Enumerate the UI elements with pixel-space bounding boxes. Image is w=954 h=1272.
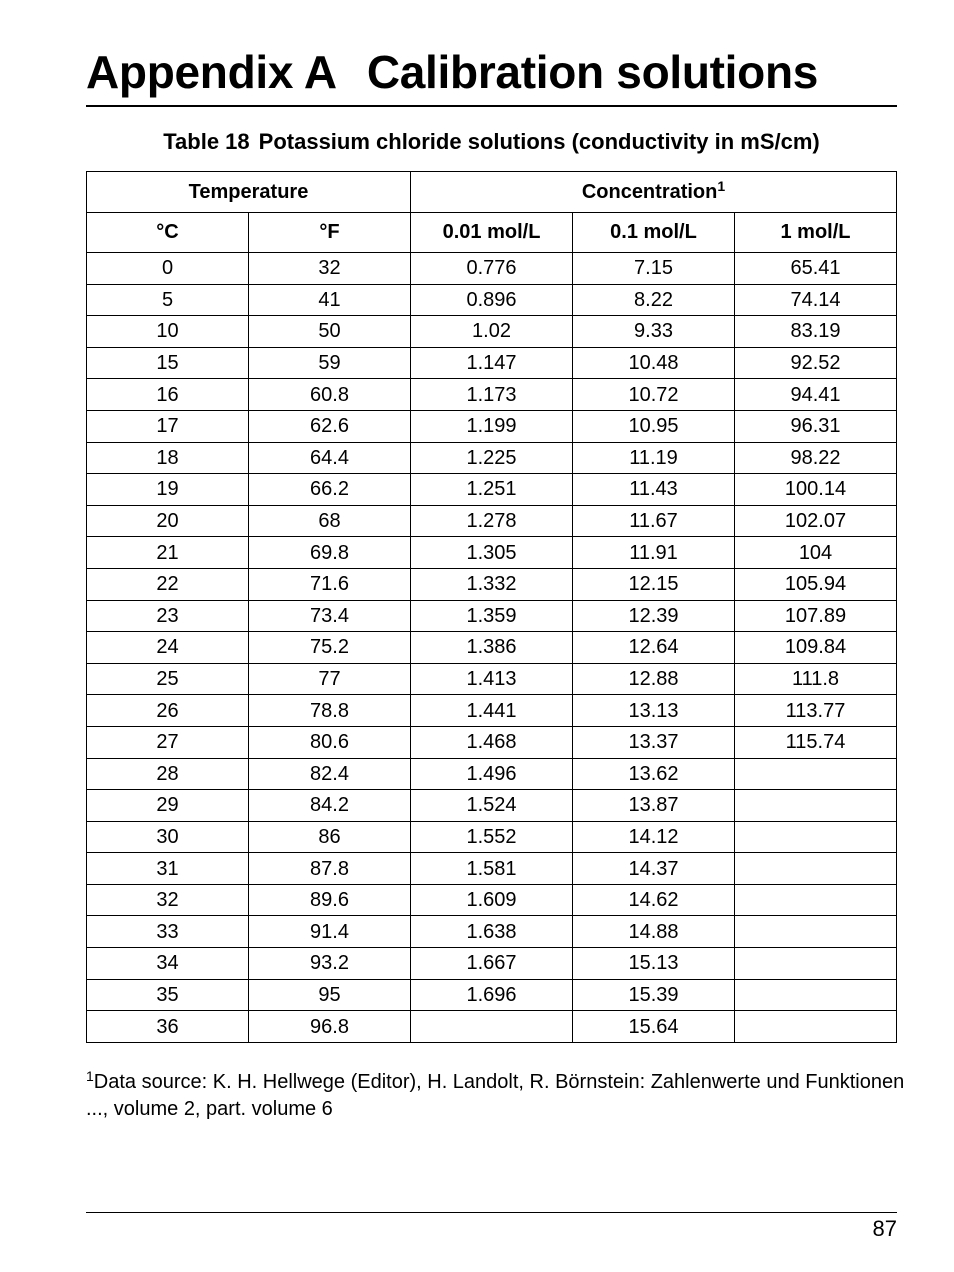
table-row <box>87 505 897 537</box>
conductivity-1-mol-cell: 113.77 <box>735 695 897 727</box>
conductivity-0-01-mol-cell: 1.441 <box>411 695 573 727</box>
conductivity-0-01-mol-cell: 1.638 <box>411 916 573 948</box>
celsius-cell: 32 <box>87 884 249 916</box>
fahrenheit-cell: 71.6 <box>249 568 411 600</box>
table-row <box>87 253 897 285</box>
conductivity-0-1-mol-cell: 14.88 <box>573 916 735 948</box>
fahrenheit-cell: 68 <box>249 505 411 537</box>
fahrenheit-cell: 87.8 <box>249 853 411 885</box>
celsius-cell: 15 <box>87 347 249 379</box>
celsius-cell: 18 <box>87 442 249 474</box>
celsius-cell: 10 <box>87 316 249 348</box>
column-header-1-mol: 1 mol/L <box>735 213 897 253</box>
celsius-cell: 27 <box>87 726 249 758</box>
table-row <box>87 442 897 474</box>
conductivity-1-mol-cell: 83.19 <box>735 316 897 348</box>
conductivity-1-mol-cell: 109.84 <box>735 632 897 664</box>
conductivity-0-01-mol-cell: 1.278 <box>411 505 573 537</box>
conductivity-0-1-mol-cell: 10.72 <box>573 379 735 411</box>
table-row <box>87 979 897 1011</box>
footnote-mark: 1 <box>86 1068 94 1084</box>
celsius-cell: 30 <box>87 821 249 853</box>
celsius-cell: 35 <box>87 979 249 1011</box>
conductivity-1-mol-cell: 107.89 <box>735 600 897 632</box>
conductivity-0-01-mol-cell: 1.696 <box>411 979 573 1011</box>
celsius-cell: 16 <box>87 379 249 411</box>
celsius-cell: 34 <box>87 948 249 980</box>
table-row <box>87 853 897 885</box>
fahrenheit-cell: 41 <box>249 284 411 316</box>
conductivity-0-01-mol-cell: 1.609 <box>411 884 573 916</box>
fahrenheit-cell: 84.2 <box>249 790 411 822</box>
celsius-cell: 24 <box>87 632 249 664</box>
celsius-cell: 33 <box>87 916 249 948</box>
conductivity-0-01-mol-cell: 1.413 <box>411 663 573 695</box>
footnote <box>86 1069 906 1123</box>
conductivity-0-01-mol-cell: 1.305 <box>411 537 573 569</box>
table-group-header-row <box>87 172 897 213</box>
conductivity-0-1-mol-cell: 11.43 <box>573 474 735 506</box>
conductivity-1-mol-cell <box>735 884 897 916</box>
conductivity-1-mol-cell: 100.14 <box>735 474 897 506</box>
conductivity-0-1-mol-cell: 9.33 <box>573 316 735 348</box>
appendix-label: Appendix A <box>86 46 337 98</box>
celsius-cell: 29 <box>87 790 249 822</box>
celsius-cell: 31 <box>87 853 249 885</box>
conductivity-1-mol-cell: 111.8 <box>735 663 897 695</box>
footnote-text: Data source: K. H. Hellwege (Editor), H. Landolt, R. Börnstein: Zahlenwerte und Funktionen ..., volume 2, part. volume 6 <box>86 1071 905 1120</box>
conductivity-1-mol-cell: 65.41 <box>735 253 897 285</box>
temperature-group-label: Temperature <box>188 180 309 203</box>
conductivity-0-1-mol-cell: 14.37 <box>573 853 735 885</box>
conductivity-0-01-mol-cell: 1.581 <box>411 853 573 885</box>
conductivity-0-01-mol-cell: 1.225 <box>411 442 573 474</box>
column-header-0-1-mol: 0.1 mol/L <box>573 213 735 253</box>
celsius-cell: 23 <box>87 600 249 632</box>
conductivity-0-01-mol-cell: 1.02 <box>411 316 573 348</box>
conductivity-0-1-mol-cell: 13.62 <box>573 758 735 790</box>
conductivity-0-01-mol-cell: 1.496 <box>411 758 573 790</box>
fahrenheit-cell: 64.4 <box>249 442 411 474</box>
conductivity-0-1-mol-cell: 13.37 <box>573 726 735 758</box>
fahrenheit-cell: 89.6 <box>249 884 411 916</box>
conductivity-1-mol-cell: 96.31 <box>735 410 897 442</box>
fahrenheit-cell: 60.8 <box>249 379 411 411</box>
fahrenheit-cell: 96.8 <box>249 1011 411 1043</box>
conductivity-0-01-mol-cell: 1.332 <box>411 568 573 600</box>
table-row <box>87 347 897 379</box>
table-row <box>87 1011 897 1043</box>
conductivity-0-1-mol-cell: 12.88 <box>573 663 735 695</box>
conductivity-0-1-mol-cell: 15.13 <box>573 948 735 980</box>
table-body <box>87 253 897 1043</box>
page-number: 87 <box>872 1216 897 1241</box>
conductivity-1-mol-cell <box>735 948 897 980</box>
conductivity-0-1-mol-cell: 11.91 <box>573 537 735 569</box>
column-header-fahrenheit: °F <box>249 213 411 253</box>
fahrenheit-cell: 91.4 <box>249 916 411 948</box>
fahrenheit-cell: 77 <box>249 663 411 695</box>
table-row <box>87 758 897 790</box>
calibration-table <box>86 171 897 1043</box>
celsius-cell: 21 <box>87 537 249 569</box>
table-row <box>87 790 897 822</box>
conductivity-1-mol-cell <box>735 790 897 822</box>
table-row <box>87 284 897 316</box>
celsius-cell: 20 <box>87 505 249 537</box>
conductivity-0-1-mol-cell: 8.22 <box>573 284 735 316</box>
fahrenheit-cell: 32 <box>249 253 411 285</box>
conductivity-0-1-mol-cell: 15.39 <box>573 979 735 1011</box>
table-row <box>87 474 897 506</box>
table-row <box>87 410 897 442</box>
conductivity-0-1-mol-cell: 10.95 <box>573 410 735 442</box>
conductivity-1-mol-cell: 74.14 <box>735 284 897 316</box>
appendix-title: Calibration solutions <box>366 46 819 98</box>
fahrenheit-cell: 82.4 <box>249 758 411 790</box>
conductivity-0-1-mol-cell: 11.67 <box>573 505 735 537</box>
table-row <box>87 916 897 948</box>
celsius-cell: 28 <box>87 758 249 790</box>
conductivity-0-01-mol-cell: 1.147 <box>411 347 573 379</box>
conductivity-0-1-mol-cell: 12.15 <box>573 568 735 600</box>
celsius-cell: 22 <box>87 568 249 600</box>
conductivity-1-mol-cell <box>735 821 897 853</box>
celsius-cell: 26 <box>87 695 249 727</box>
table-row <box>87 537 897 569</box>
conductivity-0-1-mol-cell: 14.62 <box>573 884 735 916</box>
conductivity-0-1-mol-cell: 12.64 <box>573 632 735 664</box>
conductivity-0-1-mol-cell: 12.39 <box>573 600 735 632</box>
fahrenheit-cell: 80.6 <box>249 726 411 758</box>
conductivity-1-mol-cell <box>735 853 897 885</box>
concentration-group-label: Concentration <box>581 180 718 203</box>
table-row <box>87 663 897 695</box>
conductivity-1-mol-cell: 115.74 <box>735 726 897 758</box>
conductivity-0-1-mol-cell: 7.15 <box>573 253 735 285</box>
conductivity-0-01-mol-cell: 1.386 <box>411 632 573 664</box>
footer-divider <box>86 1212 897 1213</box>
fahrenheit-cell: 78.8 <box>249 695 411 727</box>
table-caption-text: Potassium chloride solutions (conductivity in mS/cm) <box>258 129 820 154</box>
fahrenheit-cell: 93.2 <box>249 948 411 980</box>
table-row <box>87 695 897 727</box>
fahrenheit-cell: 59 <box>249 347 411 379</box>
column-header-0-01-mol: 0.01 mol/L <box>411 213 573 253</box>
conductivity-0-01-mol-cell <box>411 1011 573 1043</box>
celsius-cell: 0 <box>87 253 249 285</box>
conductivity-1-mol-cell: 98.22 <box>735 442 897 474</box>
conductivity-0-01-mol-cell: 0.896 <box>411 284 573 316</box>
conductivity-1-mol-cell: 94.41 <box>735 379 897 411</box>
conductivity-0-1-mol-cell: 13.13 <box>573 695 735 727</box>
table-row <box>87 821 897 853</box>
conductivity-0-01-mol-cell: 1.667 <box>411 948 573 980</box>
conductivity-0-1-mol-cell: 10.48 <box>573 347 735 379</box>
fahrenheit-cell: 50 <box>249 316 411 348</box>
column-header-celsius: °C <box>87 213 249 253</box>
table-caption <box>86 128 897 156</box>
fahrenheit-cell: 86 <box>249 821 411 853</box>
conductivity-1-mol-cell <box>735 979 897 1011</box>
conductivity-1-mol-cell: 92.52 <box>735 347 897 379</box>
title-divider <box>86 105 897 107</box>
page-title <box>86 44 818 100</box>
conductivity-1-mol-cell <box>735 1011 897 1043</box>
conductivity-0-01-mol-cell: 1.251 <box>411 474 573 506</box>
conductivity-1-mol-cell: 105.94 <box>735 568 897 600</box>
table-row <box>87 379 897 411</box>
conductivity-0-1-mol-cell: 11.19 <box>573 442 735 474</box>
conductivity-1-mol-cell: 102.07 <box>735 505 897 537</box>
table-caption-label: Table 18 <box>163 129 250 154</box>
conductivity-0-01-mol-cell: 0.776 <box>411 253 573 285</box>
table-column-header-row <box>87 213 897 253</box>
table-row <box>87 884 897 916</box>
conductivity-1-mol-cell <box>735 916 897 948</box>
conductivity-0-1-mol-cell: 15.64 <box>573 1011 735 1043</box>
celsius-cell: 5 <box>87 284 249 316</box>
conductivity-0-01-mol-cell: 1.524 <box>411 790 573 822</box>
fahrenheit-cell: 73.4 <box>249 600 411 632</box>
celsius-cell: 25 <box>87 663 249 695</box>
concentration-group-header <box>411 172 897 213</box>
fahrenheit-cell: 62.6 <box>249 410 411 442</box>
table-row <box>87 568 897 600</box>
fahrenheit-cell: 66.2 <box>249 474 411 506</box>
conductivity-0-01-mol-cell: 1.199 <box>411 410 573 442</box>
table-row <box>87 726 897 758</box>
celsius-cell: 17 <box>87 410 249 442</box>
footnote-reference: 1 <box>717 177 726 194</box>
celsius-cell: 19 <box>87 474 249 506</box>
celsius-cell: 36 <box>87 1011 249 1043</box>
fahrenheit-cell: 69.8 <box>249 537 411 569</box>
fahrenheit-cell: 75.2 <box>249 632 411 664</box>
table-row <box>87 948 897 980</box>
conductivity-0-01-mol-cell: 1.173 <box>411 379 573 411</box>
table-row <box>87 316 897 348</box>
fahrenheit-cell: 95 <box>249 979 411 1011</box>
table-row <box>87 632 897 664</box>
conductivity-0-1-mol-cell: 14.12 <box>573 821 735 853</box>
conductivity-1-mol-cell: 104 <box>735 537 897 569</box>
temperature-group-header <box>87 172 411 213</box>
table-row <box>87 600 897 632</box>
conductivity-0-01-mol-cell: 1.552 <box>411 821 573 853</box>
conductivity-0-01-mol-cell: 1.468 <box>411 726 573 758</box>
conductivity-1-mol-cell <box>735 758 897 790</box>
conductivity-0-1-mol-cell: 13.87 <box>573 790 735 822</box>
conductivity-0-01-mol-cell: 1.359 <box>411 600 573 632</box>
